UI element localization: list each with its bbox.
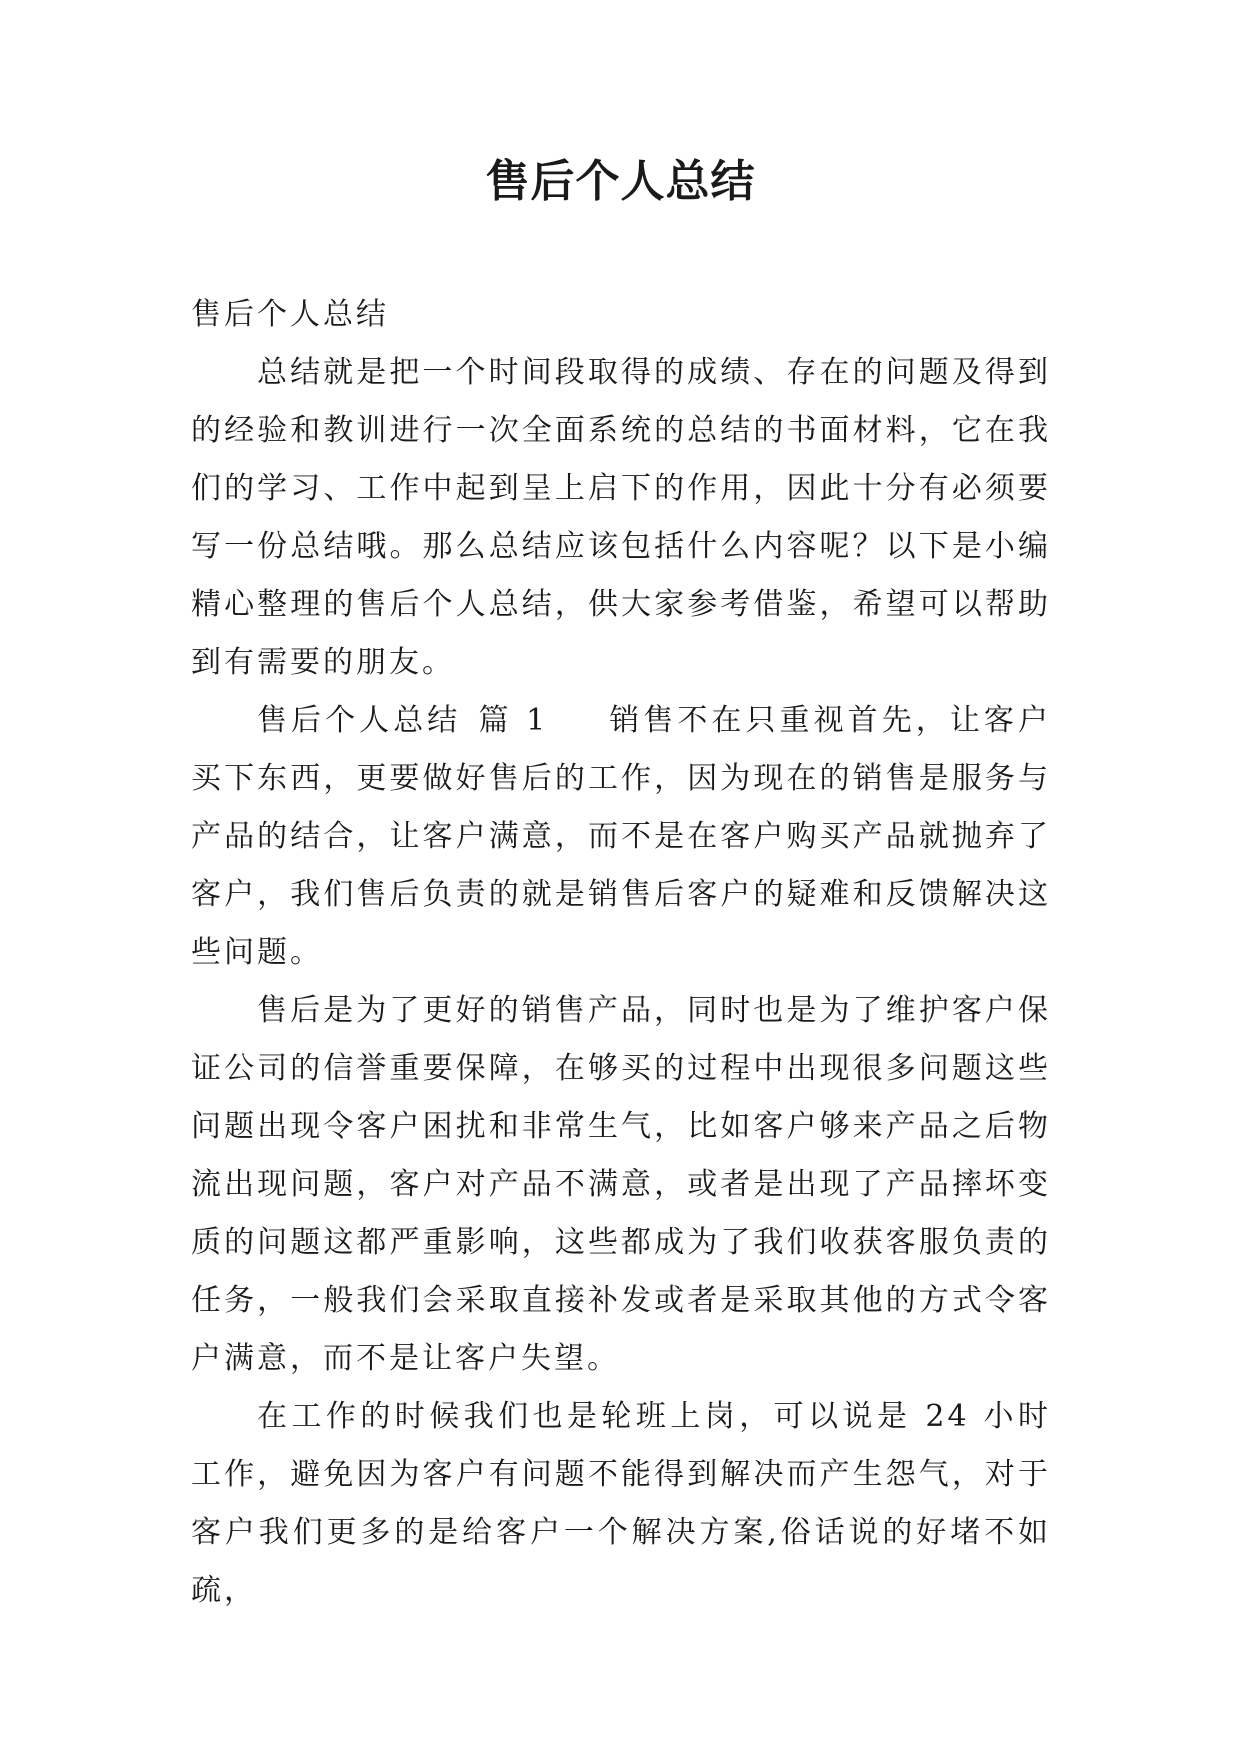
- section-1-paragraph: [191, 692, 1051, 982]
- intro-paragraph: 总结就是把一个时间段取得的成绩、存在的问题及得到的经验和教训进行一次全面系统的总结的书面材料，它在我们的学习、工作中起到呈上启下的作用，因此十分有必须要写一份总结哦。那么总结应该包括什么内容呢？以下是小编精心整理的售后个人总结，供大家参考借鉴，希望可以帮助到有需要的朋友。: [191, 355, 1051, 680]
- document-title: 售后个人总结: [485, 156, 756, 207]
- paragraph-3: 在工作的时候我们也是轮班上岗，可以说是 24 小时工作，避免因为客户有问题不能得到解决而产生怨气，对于客户我们更多的是给客户一个解决方案,俗话说的好堵不如疏，: [191, 1399, 1051, 1608]
- section-1-label: 篇 1: [477, 703, 549, 738]
- document-body: [191, 286, 1051, 1620]
- section-1-heading: 售后个人总结: [257, 703, 462, 738]
- document-subtitle: 售后个人总结: [191, 297, 389, 332]
- section-1-text: 销售不在只重视首先，让客户买下东西，更要做好售后的工作，因为现在的销售是服务与产品的结合，让客户满意，而不是在客户购买产品就抛弃了客户，我们售后负责的就是销售后客户的疑难和反馈解决这些问题。: [191, 703, 1051, 970]
- paragraph-2: 售后是为了更好的销售产品，同时也是为了维护客户保证公司的信誉重要保障，在够买的过程中出现很多问题这些问题出现令客户困扰和非常生气，比如客户够来产品之后物流出现问题，客户对产品不满意，或者是出现了产品摔坏变质的问题这都严重影响，这些都成为了我们收获客服负责的任务，一般我们会采取直接补发或者是采取其他的方式令客户满意，而不是让客户失望。: [191, 993, 1051, 1376]
